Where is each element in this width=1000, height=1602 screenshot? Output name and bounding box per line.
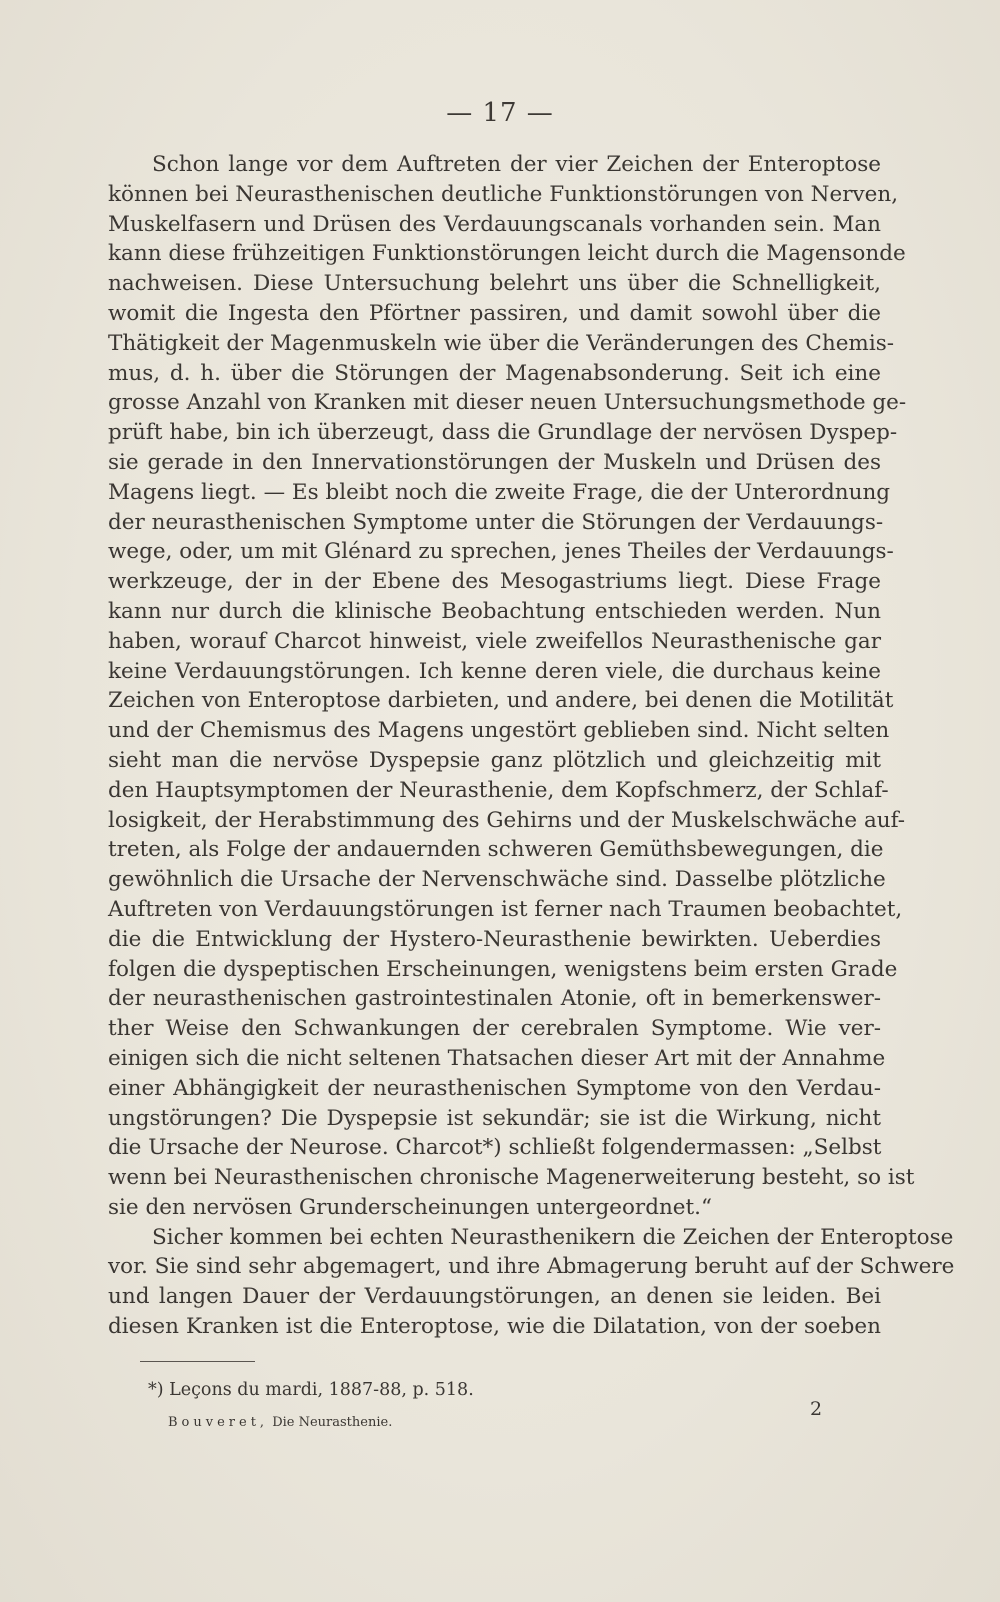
text-line: kann diese frühzeitigen Funktionstörungen leicht durch die Magensonde	[108, 241, 906, 267]
text-line: womit die Ingesta den Pförtner passiren, und damit sowohl über die	[108, 300, 881, 326]
text-line: Auftreten von Verdauungstörungen ist ferner nach Traumen beobachtet,	[108, 896, 903, 922]
text-line: diesen Kranken ist die Enteroptose, wie die Dilatation, von der soeben	[108, 1314, 881, 1340]
text-line: wenn bei Neurasthenischen chronische Magenerweiterung besteht, so ist	[108, 1165, 915, 1191]
text-line: vor. Sie sind sehr abgemagert, und ihre Abmagerung beruht auf der Schwere	[108, 1254, 955, 1280]
text-line: können bei Neurasthenischen deutliche Funktionstörungen von Nerven,	[108, 181, 899, 207]
text-line: folgen die dyspeptischen Erscheinungen, wenigstens beim ersten Grade	[108, 956, 898, 982]
running-foot-author: Bouveret,	[168, 1415, 269, 1430]
text-line: Muskelfasern und Drüsen des Verdauungscanals vorhanden sein. Man	[108, 211, 881, 237]
text-line: die Ursache der Neurose. Charcot*) schließt folgendermassen: „Selbst	[108, 1135, 882, 1161]
text-line: die die Entwicklung der Hystero-Neurasthenie bewirkten. Ueberdies	[108, 926, 881, 952]
text-line: gewöhnlich die Ursache der Nervenschwäche sind. Dasselbe plötzliche	[108, 867, 886, 893]
text-line: Thätigkeit der Magenmuskeln wie über die Veränderungen des Chemis-	[108, 330, 894, 356]
text-line: Schon lange vor dem Auftreten der vier Zeichen der Enteroptose	[152, 152, 881, 177]
footnote-divider	[140, 1361, 255, 1362]
text-line: nachweisen. Diese Untersuchung belehrt uns über die Schnelligkeit,	[108, 271, 881, 297]
text-line: Sicher kommen bei echten Neurasthenikern die Zeichen der Enteroptose	[152, 1224, 954, 1250]
text-line: Magens liegt. — Es bleibt noch die zweite Frage, die der Unterordnung	[108, 479, 891, 505]
text-line: werkzeuge, der in der Ebene des Mesogastriums liegt. Diese Frage	[108, 569, 881, 595]
text-line: haben, worauf Charcot hinweist, viele zweifellos Neurasthenische gar	[108, 628, 881, 654]
text-line: kann nur durch die klinische Beobachtung entschieden werden. Nun	[108, 598, 881, 624]
page-number: — 17 —	[446, 98, 554, 128]
running-foot-title: Die Neurasthenie.	[272, 1415, 393, 1430]
text-line: den Hauptsymptomen der Neurasthenie, dem Kopfschmerz, der Schlaf-	[108, 777, 889, 803]
text-line: grosse Anzahl von Kranken mit dieser neuen Untersuchungsmethode ge-	[108, 390, 907, 416]
text-line: prüft habe, bin ich überzeugt, dass die Grundlage der nervösen Dyspep-	[108, 420, 898, 446]
text-line: der neurasthenischen gastrointestinalen Atonie, oft in bemerkenswer-	[108, 986, 881, 1012]
text-line: einigen sich die nicht seltenen Thatsachen dieser Art mit der Annahme	[108, 1045, 886, 1071]
text-line: sie gerade in den Innervationstörungen der Muskeln und Drüsen des	[108, 449, 881, 475]
text-line: treten, als Folge der andauernden schweren Gemüthsbewegungen, die	[108, 837, 884, 863]
text-line: wege, oder, um mit Glénard zu sprechen, jenes Theiles der Verdauungs-	[108, 539, 894, 565]
footnote: *) Leçons du mardi, 1887-88, p. 518.	[148, 1380, 474, 1400]
text-line: losigkeit, der Herabstimmung des Gehirns und der Muskelschwäche auf-	[108, 807, 906, 833]
text-line: sie den nervösen Grunderscheinungen untergeordnet.“	[108, 1194, 712, 1220]
text-line: und langen Dauer der Verdauungstörungen, an denen sie leiden. Bei	[108, 1284, 881, 1310]
text-line: keine Verdauungstörungen. Ich kenne deren viele, die durchaus keine	[108, 658, 881, 684]
text-line: mus, d. h. über die Störungen der Magenabsonderung. Seit ich eine	[108, 360, 881, 386]
body-text	[108, 150, 955, 1342]
text-line: und der Chemismus des Magens ungestört geblieben sind. Nicht selten	[108, 718, 890, 744]
text-line: einer Abhängigkeit der neurasthenischen Symptome von den Verdau-	[108, 1075, 881, 1101]
text-line: Zeichen von Enteroptose darbieten, und andere, bei denen die Motilität	[108, 688, 894, 714]
text-line: ther Weise den Schwankungen der cerebralen Symptome. Wie ver-	[108, 1016, 881, 1042]
running-foot	[168, 1415, 392, 1430]
text-line: sieht man die nervöse Dyspepsie ganz plötzlich und gleichzeitig mit	[108, 747, 881, 773]
signature-mark: 2	[810, 1398, 823, 1420]
text-line: der neurasthenischen Symptome unter die Störungen der Verdauungs-	[108, 509, 884, 535]
text-line: ungstörungen? Die Dyspepsie ist sekundär; sie ist die Wirkung, nicht	[108, 1105, 881, 1131]
